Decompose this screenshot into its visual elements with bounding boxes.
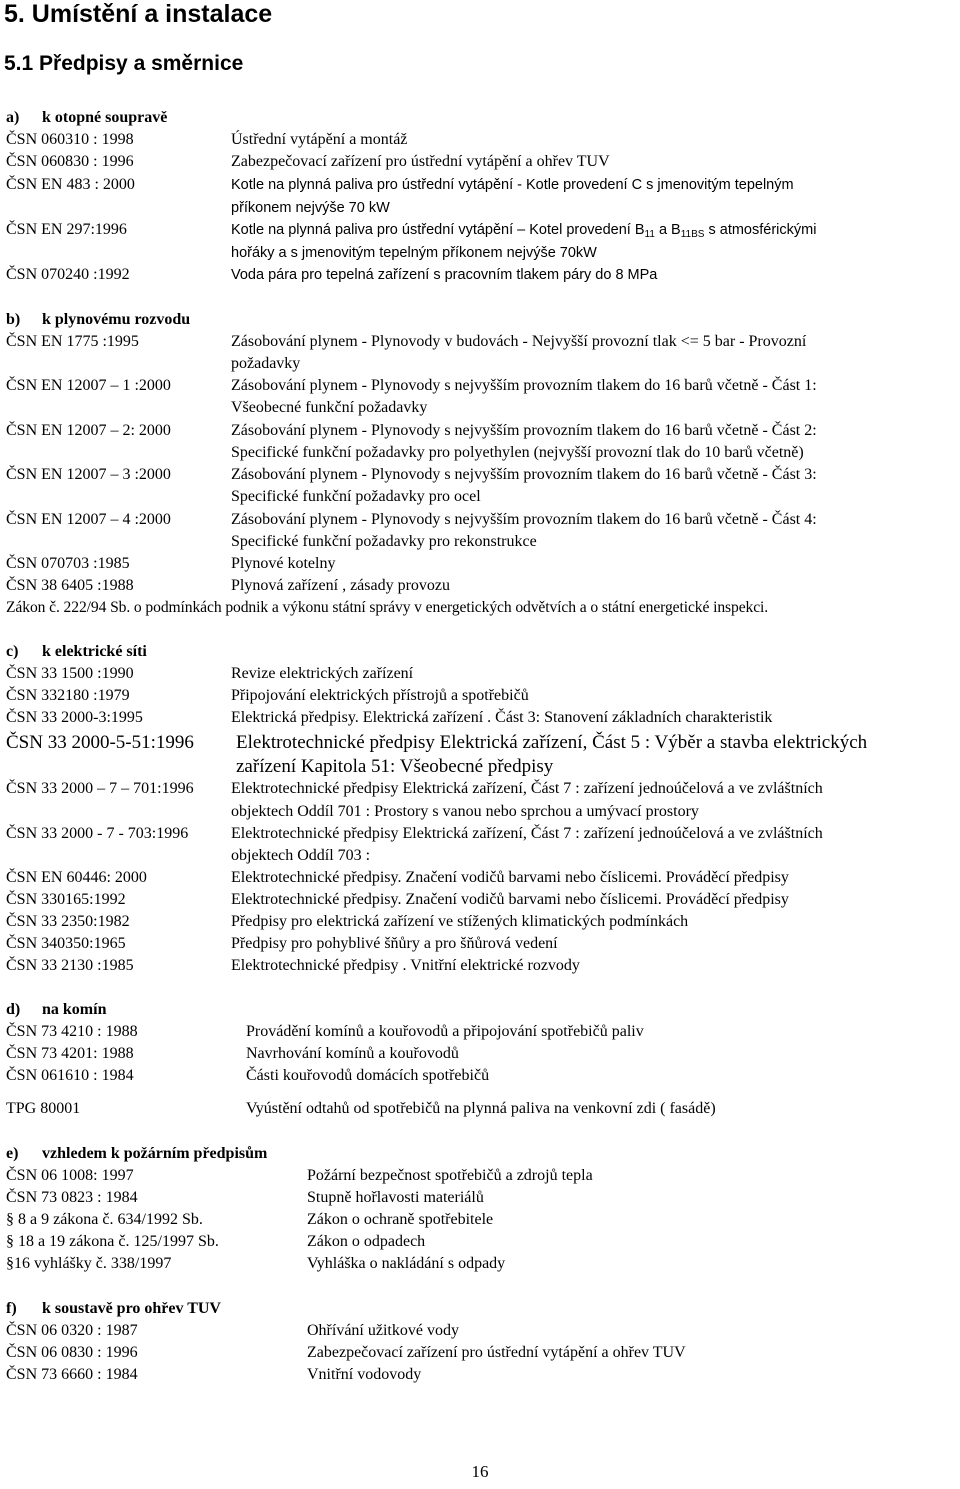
- standard-code: ČSN 33 2000-3:1995: [6, 709, 143, 726]
- standard-description-cont: Všeobecné funkční požadavky: [231, 399, 428, 416]
- standard-code: §16 vyhlášky č. 338/1997: [6, 1255, 172, 1272]
- section-letter: b): [6, 311, 21, 328]
- standard-description: Elektrotechnické předpisy Elektrická zařízení, Část 7 : zařízení jednoúčelová a ve zvláštních: [231, 825, 823, 842]
- standard-description: Stupně hořlavosti materiálů: [307, 1189, 484, 1206]
- standard-code: ČSN 06 0830 : 1996: [6, 1344, 138, 1361]
- section-letter: f): [6, 1300, 17, 1317]
- page-number: 16: [471, 1462, 489, 1481]
- section-d-heading: [6, 999, 106, 1021]
- standard-description-cont: Specifické funkční požadavky pro rekonstrukce: [231, 533, 537, 550]
- standard-description: Ústřední vytápění a montáž: [231, 131, 408, 148]
- standard-description-cont: požadavky: [231, 355, 301, 372]
- section-letter: a): [6, 109, 20, 126]
- standard-description: Požární bezpečnost spotřebičů a zdrojů tepla: [307, 1167, 593, 1184]
- standard-code: ČSN 33 2350:1982: [6, 913, 130, 930]
- standard-code: ČSN EN 483 : 2000: [6, 176, 135, 193]
- standard-code: TPG 80001: [6, 1100, 81, 1117]
- section-title: k plynovému rozvodu: [42, 311, 191, 328]
- section-c-heading: [6, 641, 147, 663]
- standard-code: ČSN 73 4201: 1988: [6, 1045, 134, 1062]
- section-title: na komín: [42, 1001, 107, 1018]
- standard-description: Zákon o odpadech: [307, 1233, 426, 1250]
- standard-code: § 18 a 19 zákona č. 125/1997 Sb.: [6, 1233, 219, 1250]
- standard-code: ČSN EN 60446: 2000: [6, 869, 147, 886]
- standard-description: Připojování elektrických přístrojů a spotřebičů: [231, 687, 529, 704]
- section-title: k elektrické síti: [42, 643, 147, 660]
- standard-code: ČSN EN 12007 – 4 :2000: [6, 511, 171, 528]
- subscript: 11BS: [680, 229, 705, 240]
- standard-description: Elektrotechnické předpisy. Značení vodičů barvami nebo číslicemi. Prováděcí předpisy: [231, 891, 789, 908]
- standard-description-cont: Specifické funkční požadavky pro polyethylen (nejvyšší provozní tlak do 10 barů včetně): [231, 444, 804, 461]
- section-letter: c): [6, 643, 19, 660]
- standard-description: Revize elektrických zařízení: [231, 665, 414, 682]
- standard-description: Zákon o ochraně spotřebitele: [307, 1211, 494, 1228]
- text: a B: [654, 222, 681, 238]
- text: Kotle na plynná paliva pro ústřední vytápění – Kotel provedení B: [231, 222, 645, 238]
- standard-code: ČSN 38 6405 :1988: [6, 577, 134, 594]
- standard-description: Voda pára pro tepelná zařízení s pracovním tlakem páry do 8 MPa: [231, 267, 658, 283]
- standard-description-cont: objektech Oddíl 701 : Prostory s vanou nebo sprchou a umývací prostory: [231, 803, 699, 820]
- text: s atmosférickými: [704, 222, 817, 238]
- standard-description: Zásobování plynem - Plynovody v budovách - Nejvyšší provozní tlak <= 5 bar - Provozní: [231, 333, 807, 350]
- standard-description-cont: Specifické funkční požadavky pro ocel: [231, 488, 481, 505]
- section-f-heading: [6, 1298, 221, 1320]
- standard-description: Zásobování plynem - Plynovody s nejvyšším provozním tlakem do 16 barů včetně - Část 3:: [231, 466, 817, 483]
- page-title: 5. Umístění a instalace: [4, 0, 273, 28]
- standard-code: ČSN EN 12007 – 2: 2000: [6, 422, 171, 439]
- standard-description: Vyhláška o nakládání s odpady: [307, 1255, 506, 1272]
- section-b-heading: [6, 309, 190, 331]
- standard-code: ČSN 061610 : 1984: [6, 1067, 134, 1084]
- standard-description: Elektrotechnické předpisy Elektrická zařízení, Část 5 : Výběr a stavba elektrických: [236, 732, 868, 753]
- standard-code: ČSN 070240 :1992: [6, 266, 130, 283]
- standard-description-cont: příkonem nejvýše 70 kW: [231, 200, 390, 216]
- standard-code: ČSN EN 12007 – 3 :2000: [6, 466, 171, 483]
- standard-description: Elektrotechnické předpisy. Značení vodičů barvami nebo číslicemi. Prováděcí předpisy: [231, 869, 789, 886]
- standard-code: ČSN 060830 : 1996: [6, 153, 134, 170]
- standard-description: Kotle na plynná paliva pro ústřední vytápění - Kotle provedení C s jmenovitým tepelným: [231, 177, 794, 193]
- standard-description: Vyústění odtahů od spotřebičů na plynná paliva na venkovní zdi ( fasádě): [246, 1100, 716, 1117]
- standard-code: ČSN EN 1775 :1995: [6, 333, 139, 350]
- standard-description: Plynová zařízení , zásady provozu: [231, 577, 451, 594]
- standard-code: § 8 a 9 zákona č. 634/1992 Sb.: [6, 1211, 203, 1228]
- standard-description: Plynové kotelny: [231, 555, 336, 572]
- standard-code: ČSN 340350:1965: [6, 935, 126, 952]
- standard-description: Vnitřní vodovody: [307, 1366, 422, 1383]
- standard-code: ČSN 33 2000 - 7 - 703:1996: [6, 825, 189, 842]
- standard-code: ČSN 73 4210 : 1988: [6, 1023, 138, 1040]
- section-letter: e): [6, 1145, 19, 1162]
- standard-description: [231, 219, 816, 241]
- section-a-heading: [6, 107, 167, 129]
- standard-description-cont: objektech Oddíl 703 :: [231, 847, 371, 864]
- standard-description-cont: hořáky a s jmenovitým tepelným příkonem nejvýše 70kW: [231, 245, 597, 261]
- standard-code: ČSN 73 0823 : 1984: [6, 1189, 138, 1206]
- section-letter: d): [6, 1001, 21, 1018]
- standard-code: ČSN EN 297:1996: [6, 221, 127, 238]
- standard-description-cont: zařízení Kapitola 51: Všeobecné předpisy: [236, 756, 554, 777]
- standard-description: Zásobování plynem - Plynovody s nejvyšším provozním tlakem do 16 barů včetně - Část 4:: [231, 511, 817, 528]
- standard-code: ČSN 06 0320 : 1987: [6, 1322, 138, 1339]
- law-reference: Zákon č. 222/94 Sb. o podmínkách podnik a výkonu státní správy v energetických odvětvích a o státní energetické inspekci.: [6, 599, 769, 616]
- standard-description: Elektrotechnické předpisy Elektrická zařízení, Část 7 : zařízení jednoúčelová a ve zvláštních: [231, 780, 823, 797]
- standard-code: ČSN 332180 :1979: [6, 687, 130, 704]
- standard-description: Zásobování plynem - Plynovody s nejvyšším provozním tlakem do 16 barů včetně - Část 1:: [231, 377, 817, 394]
- standard-code: ČSN 330165:1992: [6, 891, 126, 908]
- standard-description: Zásobování plynem - Plynovody s nejvyšším provozním tlakem do 16 barů včetně - Část 2:: [231, 422, 817, 439]
- standard-description: Ohřívání užitkové vody: [307, 1322, 459, 1339]
- standard-code: ČSN 070703 :1985: [6, 555, 130, 572]
- standard-description: Předpisy pro pohyblivé šňůry a pro šňůrová vedení: [231, 935, 558, 952]
- standard-code: ČSN 33 2000 – 7 – 701:1996: [6, 780, 194, 797]
- standard-code: ČSN 33 1500 :1990: [6, 665, 134, 682]
- standard-description: Provádění komínů a kouřovodů a připojování spotřebičů paliv: [246, 1023, 644, 1040]
- standard-description: Navrhování komínů a kouřovodů: [246, 1045, 459, 1062]
- standard-description: Zabezpečovací zařízení pro ústřední vytápění a ohřev TUV: [231, 153, 610, 170]
- section-title: k otopné soupravě: [42, 109, 168, 126]
- section-e-heading: [6, 1143, 267, 1165]
- section-title: vzhledem k požárním předpisům: [42, 1145, 268, 1162]
- standard-description: Elektrotechnické předpisy . Vnitřní elektrické rozvody: [231, 957, 580, 974]
- standard-code: ČSN 33 2000-5-51:1996: [6, 732, 194, 753]
- standard-code: ČSN EN 12007 – 1 :2000: [6, 377, 171, 394]
- standard-code: ČSN 33 2130 :1985: [6, 957, 134, 974]
- standard-description: Zabezpečovací zařízení pro ústřední vytápění a ohřev TUV: [307, 1344, 686, 1361]
- standard-code: ČSN 06 1008: 1997: [6, 1167, 134, 1184]
- standard-code: ČSN 73 6660 : 1984: [6, 1366, 138, 1383]
- standard-description: Předpisy pro elektrická zařízení ve stížených klimatických podmínkách: [231, 913, 689, 930]
- standard-code: ČSN 060310 : 1998: [6, 131, 134, 148]
- standard-description: Elektrická předpisy. Elektrická zařízení . Část 3: Stanovení základních charakteristik: [231, 709, 773, 726]
- section-title: k soustavě pro ohřev TUV: [42, 1300, 221, 1317]
- section-heading: 5.1 Předpisy a směrnice: [4, 52, 244, 75]
- standard-description: Části kouřovodů domácích spotřebičů: [246, 1067, 490, 1084]
- subscript: 11: [644, 229, 655, 240]
